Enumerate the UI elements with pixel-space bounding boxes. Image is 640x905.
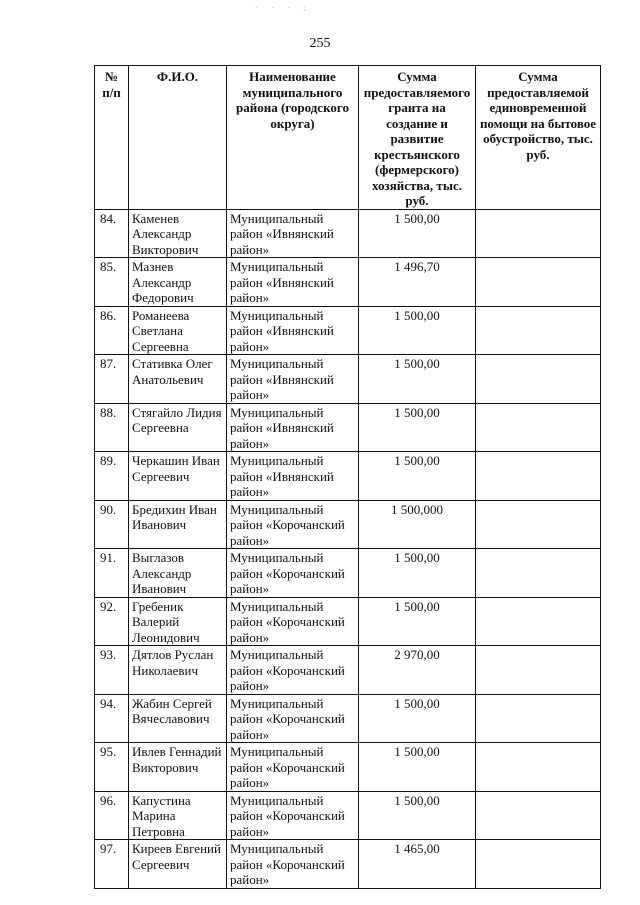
cell-grant-sum: 1 500,00 (359, 306, 476, 355)
cell-district: Муниципальный район «Ивнянский район» (227, 209, 359, 258)
cell-full-name: Стягайло Лидия Сергеевна (129, 403, 227, 452)
table-row (95, 355, 601, 404)
cell-number: 93. (95, 646, 129, 695)
cell-full-name: Выглазов Александр Иванович (129, 549, 227, 598)
cell-full-name: Гребеник Валерий Леонидович (129, 597, 227, 646)
cell-aid-sum (476, 258, 601, 307)
table-row (95, 500, 601, 549)
cell-full-name: Каменев Александр Викторович (129, 209, 227, 258)
cell-grant-sum: 1 465,00 (359, 840, 476, 889)
cell-aid-sum (476, 549, 601, 598)
cell-full-name: Жабин Сергей Вячеславович (129, 694, 227, 743)
table-row (95, 840, 601, 889)
cell-number: 89. (95, 452, 129, 501)
cell-aid-sum (476, 597, 601, 646)
table-row (95, 791, 601, 840)
cell-number: 94. (95, 694, 129, 743)
cell-district: Муниципальный район «Корочанский район» (227, 743, 359, 792)
cell-grant-sum: 2 970,00 (359, 646, 476, 695)
table-header-row (95, 66, 601, 210)
cell-grant-sum: 1 500,00 (359, 791, 476, 840)
cell-number: 96. (95, 791, 129, 840)
cell-full-name: Стативка Олег Анатольевич (129, 355, 227, 404)
cell-district: Муниципальный район «Ивнянский район» (227, 403, 359, 452)
table-row (95, 694, 601, 743)
cell-full-name: Киреев Евгений Сергеевич (129, 840, 227, 889)
cell-aid-sum (476, 209, 601, 258)
cell-aid-sum (476, 500, 601, 549)
cell-full-name: Романеева Светлана Сергеевна (129, 306, 227, 355)
cell-district: Муниципальный район «Корочанский район» (227, 694, 359, 743)
cell-district: Муниципальный район «Ивнянский район» (227, 258, 359, 307)
cell-grant-sum: 1 500,00 (359, 452, 476, 501)
cell-number: 90. (95, 500, 129, 549)
cell-district: Муниципальный район «Корочанский район» (227, 840, 359, 889)
table-row (95, 403, 601, 452)
cell-district: Муниципальный район «Корочанский район» (227, 597, 359, 646)
cell-aid-sum (476, 743, 601, 792)
cell-number: 86. (95, 306, 129, 355)
cell-full-name: Дятлов Руслан Николаевич (129, 646, 227, 695)
cell-full-name: Мазнев Александр Федорович (129, 258, 227, 307)
header-full-name: Ф.И.О. (129, 66, 227, 210)
table-row (95, 209, 601, 258)
cell-aid-sum (476, 791, 601, 840)
cell-number: 84. (95, 209, 129, 258)
cell-district: Муниципальный район «Ивнянский район» (227, 306, 359, 355)
cell-grant-sum: 1 500,000 (359, 500, 476, 549)
cell-grant-sum: 1 500,00 (359, 403, 476, 452)
table-row (95, 306, 601, 355)
header-aid-sum: Сумма предоставляемой единовременной помощи на бытовое обустройство, тыс. руб. (476, 66, 601, 210)
table-row (95, 549, 601, 598)
cell-aid-sum (476, 840, 601, 889)
header-number: № п/п (95, 66, 129, 210)
cell-aid-sum (476, 646, 601, 695)
cell-grant-sum: 1 500,00 (359, 549, 476, 598)
table-row (95, 646, 601, 695)
cell-district: Муниципальный район «Корочанский район» (227, 549, 359, 598)
cell-aid-sum (476, 694, 601, 743)
cell-grant-sum: 1 500,00 (359, 355, 476, 404)
cell-number: 88. (95, 403, 129, 452)
cell-full-name: Бредихин Иван Иванович (129, 500, 227, 549)
cell-district: Муниципальный район «Ивнянский район» (227, 355, 359, 404)
cell-number: 92. (95, 597, 129, 646)
cell-district: Муниципальный район «Корочанский район» (227, 791, 359, 840)
cell-aid-sum (476, 452, 601, 501)
cell-full-name: Черкашин Иван Сергеевич (129, 452, 227, 501)
cell-number: 91. (95, 549, 129, 598)
cell-number: 95. (95, 743, 129, 792)
table-row (95, 743, 601, 792)
cell-grant-sum: 1 500,00 (359, 743, 476, 792)
cell-full-name: Капустина Марина Петровна (129, 791, 227, 840)
cell-district: Муниципальный район «Корочанский район» (227, 646, 359, 695)
page-number: 255 (309, 36, 331, 51)
cell-grant-sum: 1 496,70 (359, 258, 476, 307)
grant-table (94, 65, 601, 889)
cell-number: 85. (95, 258, 129, 307)
cell-district: Муниципальный район «Ивнянский район» (227, 452, 359, 501)
header-district: Наименование муниципального района (городского округа) (227, 66, 359, 210)
cell-grant-sum: 1 500,00 (359, 209, 476, 258)
cell-full-name: Ивлев Геннадий Викторович (129, 743, 227, 792)
cell-aid-sum (476, 403, 601, 452)
table-row (95, 258, 601, 307)
cell-number: 87. (95, 355, 129, 404)
scan-marks: · · · ; (255, 4, 312, 12)
cell-number: 97. (95, 840, 129, 889)
header-grant-sum: Сумма предоставляемого гранта на создание и развитие крестьянского (фермерского) хозяйства, тыс. руб. (359, 66, 476, 210)
table-row (95, 597, 601, 646)
table-row (95, 452, 601, 501)
table-body (95, 209, 601, 888)
cell-aid-sum (476, 306, 601, 355)
cell-grant-sum: 1 500,00 (359, 597, 476, 646)
cell-grant-sum: 1 500,00 (359, 694, 476, 743)
cell-aid-sum (476, 355, 601, 404)
cell-district: Муниципальный район «Корочанский район» (227, 500, 359, 549)
